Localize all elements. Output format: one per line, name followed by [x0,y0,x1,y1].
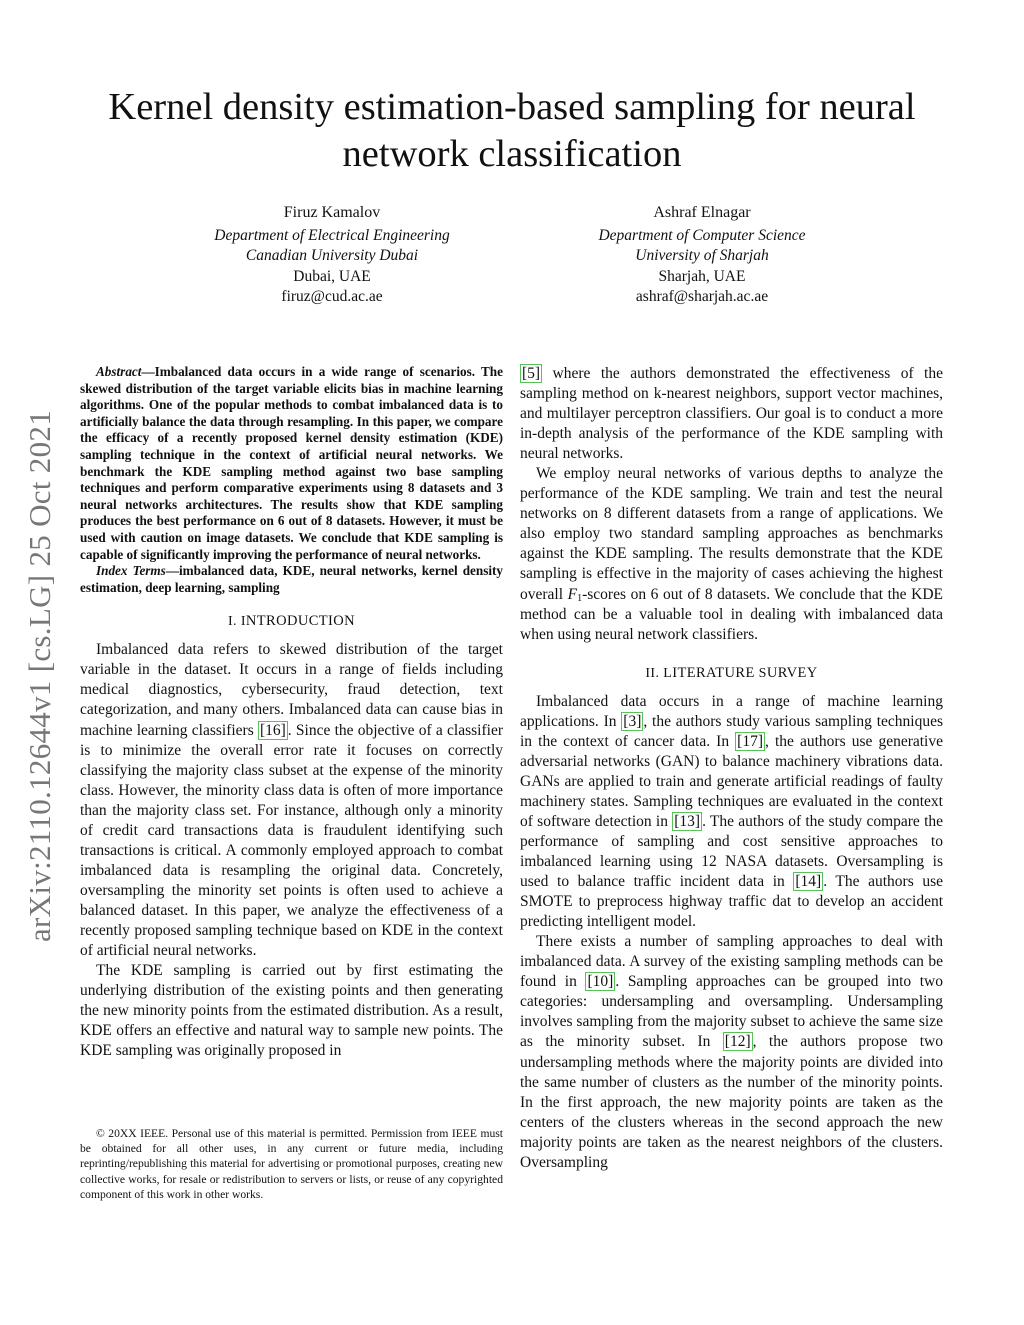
author-university: University of Sharjah [635,247,769,265]
lit-paragraph-2: There exists a number of sampling approaches to deal with imbalanced data. A survey of the existing sampling methods can be found in [10] . Sampling approaches can be grouped into two categories: undersampling and oversampling. Undersampling involves sampling from the majority subset to achieve the same size as the minority subset. In [12] , the authors propose two undersampling methods where the majority points are divided into the same number of clusters as the number of the minority points. In the first approach, the new majority points are taken as the centers of the clusters whereas in the second approach the new majority points are taken as the nearest neighbors of the clusters. Oversampling [520,933,944,1171]
author-name: Ashraf Elnagar [653,204,751,221]
author-university: Canadian University Dubai [245,247,419,265]
author-location: Dubai, UAE [293,267,371,285]
author-department: Department of Electrical Engineering [214,226,450,244]
paper-title: Kernel density estimation-based sampling for neural network classification [108,86,916,175]
arxiv-identifier[interactable]: arXiv:2110.12644v1 [cs.LG] 25 Oct 2021 [22,410,57,942]
citation-link[interactable]: [12] [724,1033,751,1051]
lit-paragraph-1: Imbalanced data occurs in a range of machine learning applications. In [3] , the authors study various sampling techniques in the context of cancer data. In [17] , the authors use generative adversarial networks (GAN) to balance machinery vibrations data. GANs are applied to train and generate artificial readings of faulty machinery states. Sampling techniques are evaluated in the context of software detection in [13] . The authors of the study compare the performance of sampling and cost sensitive approaches to imbalanced learning using 12 NASA datasets. Oversampling is used to balance traffic incident data in [14] . The authors use SMOTE to preprocess highway traffic dat to develop an accident predicting intelligent model. [520,692,944,931]
author-department: Department of Computer Science [598,226,806,244]
citation-link[interactable]: [16] [259,721,286,739]
index-terms-text: —imbalanced data, KDE, neural networks, kernel density estimation, deep learning, sampling [80,563,503,595]
abstract [80,364,503,563]
index-terms-lead: Index Terms [96,563,166,579]
copyright-footnote: © 20XX IEEE. Personal use of this material is permitted. Permission from IEEE must be obtained for all other uses, in any current or future media, including reprinting/republishing this material for advertising or promotional purposes, creating new collective works, for resale or redistribution to servers or lists, or reuse of any copyrighted component of this work in other works. [80,1127,503,1201]
author-email[interactable]: ashraf@sharjah.ac.ae [635,288,769,306]
citation-link[interactable]: [13] [674,812,701,830]
citation-link[interactable]: [14] [795,873,822,891]
intro-paragraph-3: We employ neural networks of various depths to analyze the performance of the KDE sampling. We train and test the neural networks on 8 different datasets from a range of applications. We also employ two standard sampling approaches as benchmarks against the KDE sampling. The results demonstrate that the KDE sampling is effective in the majority of cases achieving the highest overall $F_1$-scores on 6 out of 8 datasets. We conclude that the KDE method can be a valuable tool in dealing with imbalanced data when using neural network classifiers. [520,465,943,643]
abstract-lead: Abstract [96,364,142,379]
intro-paragraph-2: The KDE sampling is carried out by first estimating the underlying distribution of the existing points and then generating the new minority points from the estimated distribution. As a result, KDE offers an effective and natural way to sample new points. The KDE sampling was originally proposed in [80,962,503,1060]
right-column [520,364,943,1173]
abstract-text: —Imbalanced data occurs in a wide range of scenarios. The skewed distribution of the target variable elicits bias in machine learning algorithms. One of the popular methods to combat imbalanced data is to artificially balance the data through resampling. In this paper, we compare the efficacy of a recently proposed kernel density estimation (KDE) sampling technique in the context of artificial neural networks. We benchmark the KDE sampling method against two base sampling techniques and perform comparative experiments using 8 datasets and 3 neural networks architectures. The results show that KDE sampling produces the best performance on 6 out of 8 datasets. However, it must be used with caution on image datasets. We conclude that KDE sampling is capable of significantly improving the performance of neural networks. [80,364,503,562]
section-heading-literature-survey: II. LITERATURE SURVEY [645,664,818,681]
author-name: Firuz Kamalov [283,204,381,221]
citation-link[interactable]: [3] [623,712,642,730]
citation-link[interactable]: [10] [587,973,614,991]
citation-link[interactable]: [17] [737,732,763,750]
author-block-2 [522,203,882,308]
citation-link[interactable]: [5] [522,365,541,382]
author-email[interactable]: firuz@cud.ac.ae [281,288,383,306]
author-block-1 [152,203,512,308]
section-heading-introduction: I. INTRODUCTION [227,613,356,630]
intro-paragraph-1: Imbalanced data refers to skewed distribution of the target variable in the dataset. It occurs in a range of fields including medical diagnostics, cybersecurity, fraud detection, text categorization, and many others. Imbalanced data can cause bias in machine learning classifiers [16] . Since the objective of a classifier is to minimize the overall error rate it focuses on correctly classifying the majority class subset at the expense of the minority class. However, the minority class data is often of more importance than the majority class set. For instance, although only a minority of credit card transactions data is fraudulent identifying such transactions is critical. A commonly employed approach to combat imbalanced data is resampling the original data. Concretely, oversampling the minority set points is often used to achieve a balanced dataset. In this paper, we analyze the effectiveness of a recently proposed sampling technique based on KDE in the context of artificial neural networks. [80,641,503,960]
index-terms [80,563,503,596]
left-column [80,364,503,1061]
intro-paragraph-2-continued: [5] where the authors demonstrated the effectiveness of the sampling method on k-nearest neighbors, support vector machines, and multilayer perceptron classifiers. Our goal is to conduct a more in-depth analysis of the performance of the KDE sampling with neural networks. [520,365,943,463]
author-location: Sharjah, UAE [658,267,746,285]
